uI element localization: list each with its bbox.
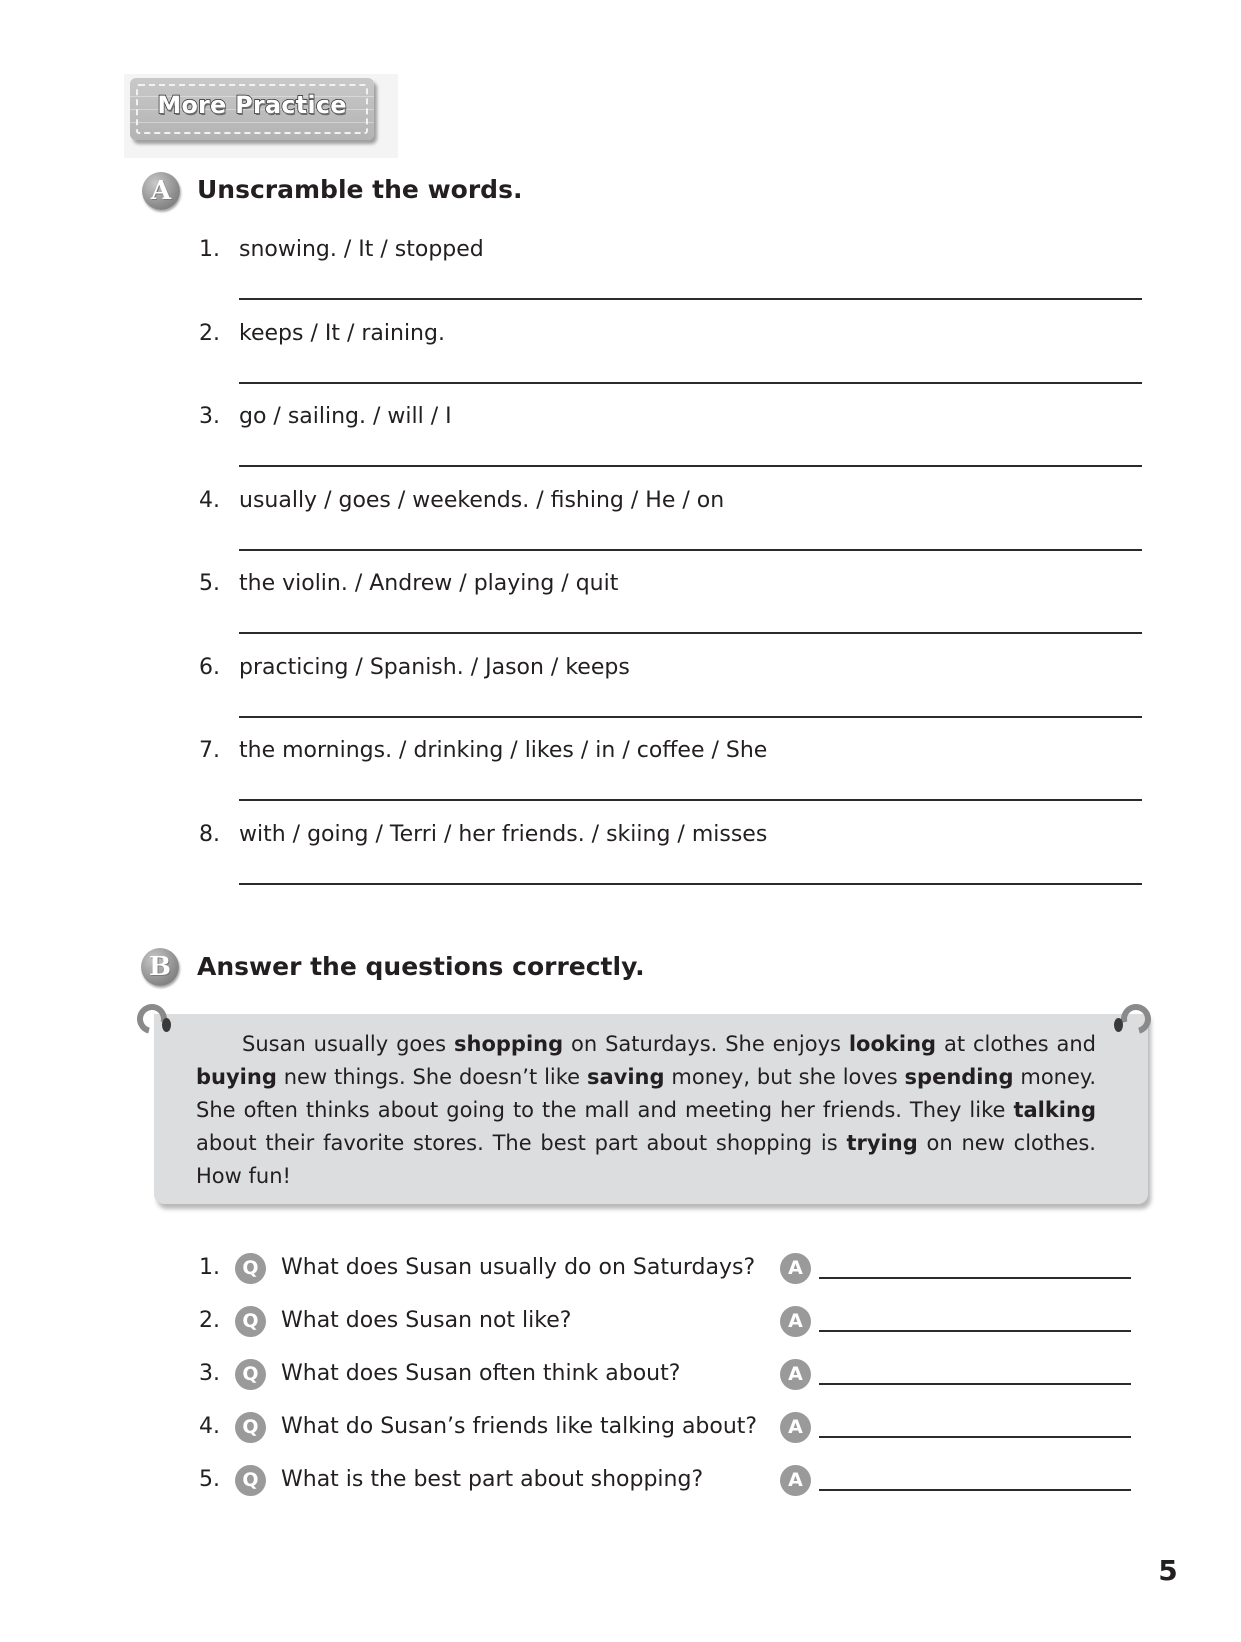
reading-text-segment: about their favorite stores. The best part about shopping is xyxy=(196,1131,847,1155)
answer-a-icon: A xyxy=(780,1465,811,1496)
answer-line[interactable] xyxy=(819,1277,1131,1279)
reading-passage xyxy=(196,1028,1096,1193)
question-number: 5. xyxy=(199,1467,220,1492)
answer-writing-line[interactable] xyxy=(239,883,1142,885)
reading-text-segment: Susan usually goes xyxy=(242,1032,455,1056)
unscramble-item-number: 7. xyxy=(199,738,220,763)
reading-text-segment: on Saturdays. She enjoys xyxy=(563,1032,849,1056)
reading-keyword: talking xyxy=(1013,1098,1096,1122)
answer-writing-line[interactable] xyxy=(239,465,1142,467)
answer-writing-line[interactable] xyxy=(239,799,1142,801)
question-text: What do Susan’s friends like talking about? xyxy=(281,1414,758,1439)
answer-writing-line[interactable] xyxy=(239,298,1142,300)
unscramble-item-number: 2. xyxy=(199,321,220,346)
question-number: 4. xyxy=(199,1414,220,1439)
answer-writing-line[interactable] xyxy=(239,382,1142,384)
section-b-title: Answer the questions correctly. xyxy=(197,952,645,981)
answer-a-icon: A xyxy=(780,1412,811,1443)
reading-keyword: trying xyxy=(846,1131,918,1155)
question-q-icon: Q xyxy=(235,1306,266,1337)
question-q-icon: Q xyxy=(235,1412,266,1443)
reading-keyword: spending xyxy=(904,1065,1014,1089)
unscramble-item-words: go / sailing. / will / I xyxy=(239,404,452,429)
reading-keyword: shopping xyxy=(454,1032,564,1056)
unscramble-item-number: 4. xyxy=(199,488,220,513)
section-b-badge: B xyxy=(141,948,179,986)
ring-hole-left xyxy=(162,1018,171,1032)
unscramble-item-words: with / going / Terri / her friends. / skiing / misses xyxy=(239,822,768,847)
reading-passage-box xyxy=(154,1014,1148,1204)
reading-text-segment: money. She often thinks about going to the mall and meeting her friends. They like xyxy=(196,1065,1097,1122)
question-text: What does Susan often think about? xyxy=(281,1361,681,1386)
more-practice-banner xyxy=(130,78,374,140)
unscramble-item-words: keeps / It / raining. xyxy=(239,321,445,346)
reading-text-segment: money, but she loves xyxy=(664,1065,905,1089)
unscramble-item-words: the mornings. / drinking / likes / in / coffee / She xyxy=(239,738,768,763)
section-a-badge: A xyxy=(142,172,180,210)
ring-hole-right xyxy=(1114,1018,1123,1032)
question-text: What does Susan not like? xyxy=(281,1308,572,1333)
answer-line[interactable] xyxy=(819,1436,1131,1438)
question-number: 2. xyxy=(199,1308,220,1333)
answer-line[interactable] xyxy=(819,1330,1131,1332)
question-q-icon: Q xyxy=(235,1465,266,1496)
page-number: 5 xyxy=(1158,1554,1178,1587)
unscramble-item-number: 5. xyxy=(199,571,220,596)
section-a-title: Unscramble the words. xyxy=(197,175,523,204)
answer-writing-line[interactable] xyxy=(239,632,1142,634)
unscramble-item-words: the violin. / Andrew / playing / quit xyxy=(239,571,619,596)
reading-text-segment: new things. She doesn’t like xyxy=(276,1065,587,1089)
reading-keyword: looking xyxy=(848,1032,937,1056)
unscramble-item-words: usually / goes / weekends. / fishing / He / on xyxy=(239,488,725,513)
unscramble-item-words: snowing. / It / stopped xyxy=(239,237,484,262)
reading-text-segment: at clothes and xyxy=(936,1032,1096,1056)
unscramble-item-number: 6. xyxy=(199,655,220,680)
question-q-icon: Q xyxy=(235,1253,266,1284)
answer-writing-line[interactable] xyxy=(239,716,1142,718)
banner-label: More Practice xyxy=(157,91,347,119)
unscramble-item-number: 3. xyxy=(199,404,220,429)
unscramble-item-number: 1. xyxy=(199,237,220,262)
answer-line[interactable] xyxy=(819,1383,1131,1385)
question-q-icon: Q xyxy=(235,1359,266,1390)
unscramble-item-number: 8. xyxy=(199,822,220,847)
answer-a-icon: A xyxy=(780,1359,811,1390)
question-text: What is the best part about shopping? xyxy=(281,1467,704,1492)
unscramble-item-words: practicing / Spanish. / Jason / keeps xyxy=(239,655,630,680)
answer-writing-line[interactable] xyxy=(239,549,1142,551)
question-number: 3. xyxy=(199,1361,220,1386)
answer-a-icon: A xyxy=(780,1253,811,1284)
answer-a-icon: A xyxy=(780,1306,811,1337)
question-number: 1. xyxy=(199,1255,220,1280)
reading-keyword: buying xyxy=(196,1065,277,1089)
question-text: What does Susan usually do on Saturdays? xyxy=(281,1255,756,1280)
reading-text-segment: on new clothes. How fun! xyxy=(196,1131,1096,1188)
answer-line[interactable] xyxy=(819,1489,1131,1491)
reading-keyword: saving xyxy=(586,1065,665,1089)
